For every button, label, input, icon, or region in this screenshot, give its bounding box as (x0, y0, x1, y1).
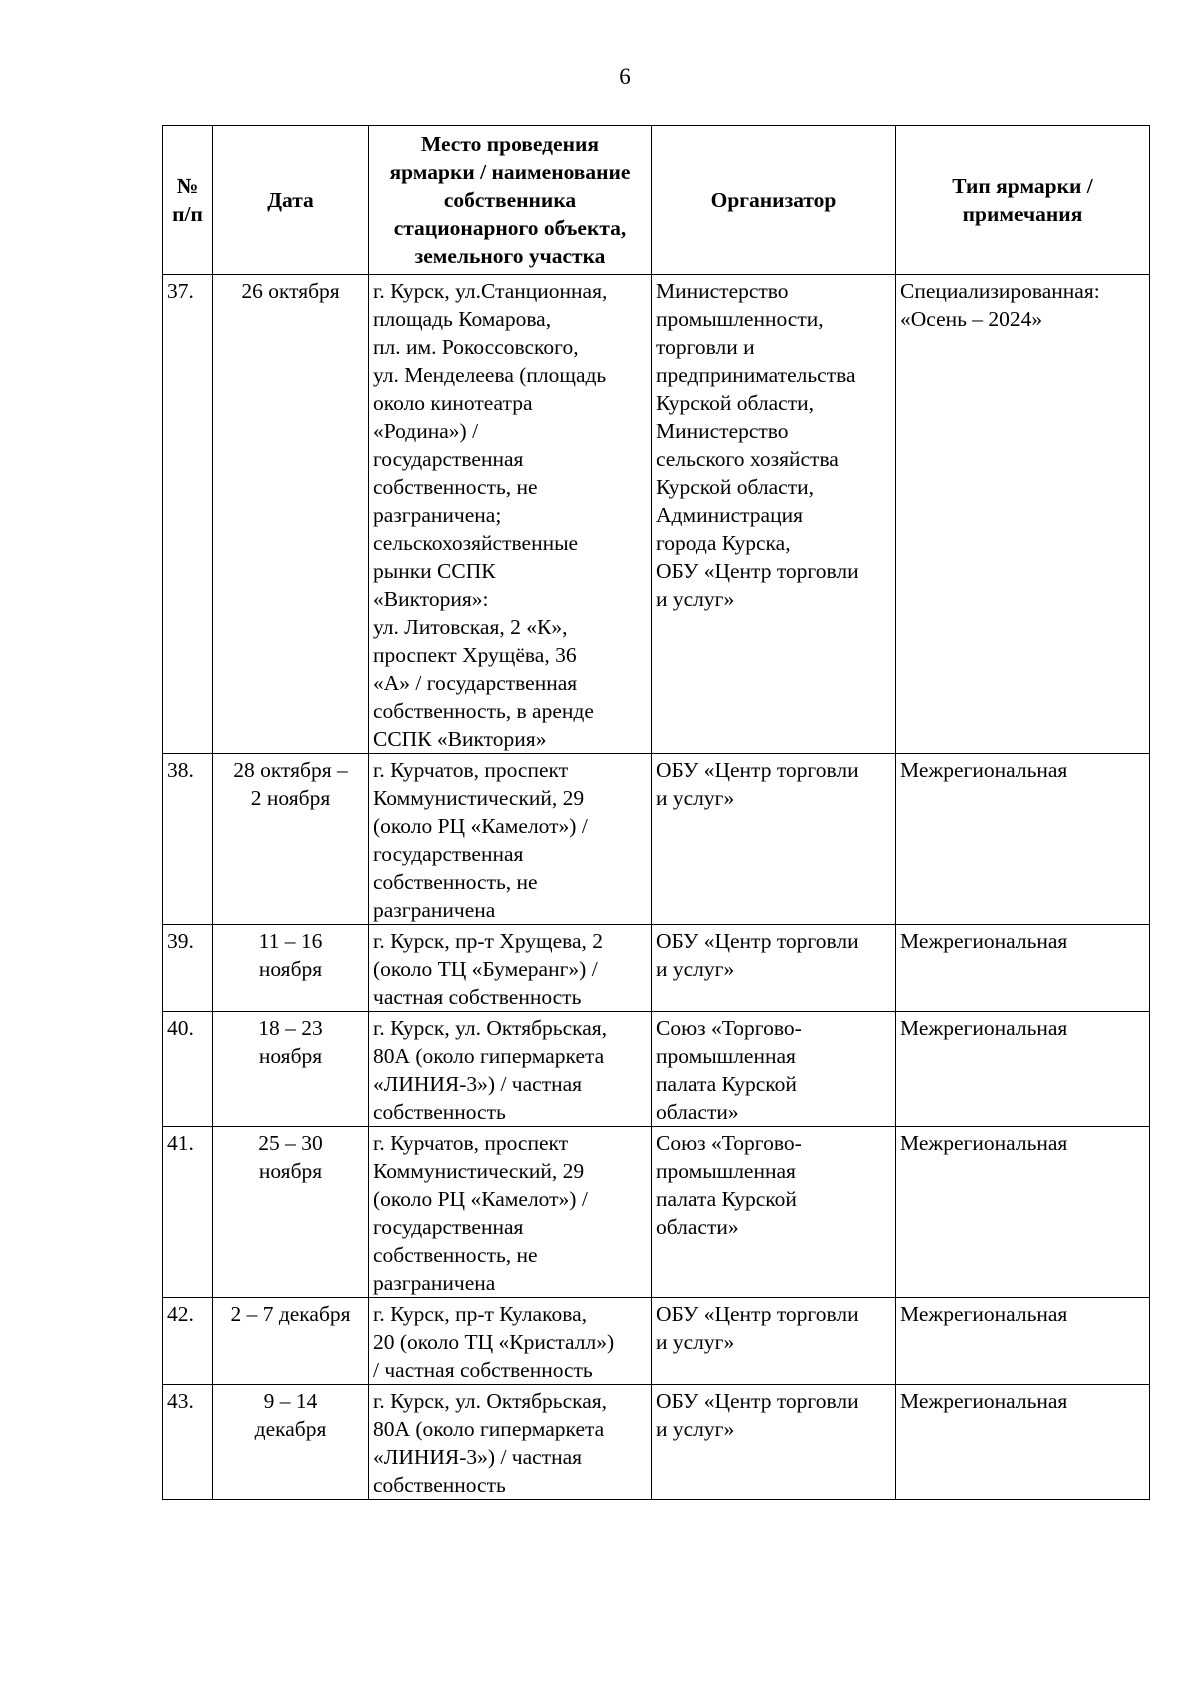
header-date: Дата (213, 126, 369, 275)
row-organizer: ОБУ «Центр торговли и услуг» (652, 1298, 896, 1385)
row-organizer: ОБУ «Центр торговли и услуг» (652, 754, 896, 925)
row-organizer: ОБУ «Центр торговли и услуг» (652, 925, 896, 1012)
row-place: г. Курск, пр-т Хрущева, 2 (около ТЦ «Бумеранг») / частная собственность (369, 925, 652, 1012)
row-number: 43. (163, 1385, 213, 1500)
row-date: 9 – 14 декабря (213, 1385, 369, 1500)
fair-schedule-table (162, 125, 1150, 1500)
row-number: 40. (163, 1012, 213, 1127)
table-header (163, 126, 1150, 275)
row-type: Специализированная: «Осень – 2024» (896, 275, 1150, 754)
row-number: 38. (163, 754, 213, 925)
row-type: Межрегиональная (896, 754, 1150, 925)
row-place: г. Курск, пр-т Кулакова, 20 (около ТЦ «Кристалл») / частная собственность (369, 1298, 652, 1385)
table-row (163, 754, 1150, 925)
row-number: 39. (163, 925, 213, 1012)
page-number: 6 (619, 64, 631, 89)
row-organizer: Министерство промышленности, торговли и предпринимательства Курской области, Министерство сельского хозяйства Курской области, Администрация города Курска, ОБУ «Центр торговли и услуг» (652, 275, 896, 754)
table-row (163, 925, 1150, 1012)
table-row (163, 1298, 1150, 1385)
row-type: Межрегиональная (896, 1298, 1150, 1385)
table-row (163, 275, 1150, 754)
table-body (163, 275, 1150, 1500)
row-type: Межрегиональная (896, 925, 1150, 1012)
row-place: г. Курск, ул. Октябрьская, 80А (около гипермаркета «ЛИНИЯ-3») / частная собственность (369, 1385, 652, 1500)
row-date: 28 октября – 2 ноября (213, 754, 369, 925)
header-organizer: Организатор (652, 126, 896, 275)
row-organizer: Союз «Торгово- промышленная палата Курской области» (652, 1012, 896, 1127)
row-number: 41. (163, 1127, 213, 1298)
row-date: 18 – 23 ноября (213, 1012, 369, 1127)
header-place: Место проведения ярмарки / наименование собственника стационарного объекта, земельного участка (369, 126, 652, 275)
table-row (163, 1385, 1150, 1500)
row-organizer: Союз «Торгово- промышленная палата Курской области» (652, 1127, 896, 1298)
table-row (163, 1012, 1150, 1127)
row-date: 26 октября (213, 275, 369, 754)
table-row (163, 1127, 1150, 1298)
row-place: г. Курск, ул.Станционная, площадь Комарова, пл. им. Рокоссовского, ул. Менделеева (площадь около кинотеатра «Родина») / государственная собственность, не разграничена; сельскохозяйственные рынки ССПК «Виктория»: ул. Литовская, 2 «К», проспект Хрущёва, 36 «А» / государственная собственность, в аренде ССПК «Виктория» (369, 275, 652, 754)
row-type: Межрегиональная (896, 1127, 1150, 1298)
header-number: № п/п (163, 126, 213, 275)
row-type: Межрегиональная (896, 1385, 1150, 1500)
row-organizer: ОБУ «Центр торговли и услуг» (652, 1385, 896, 1500)
row-date: 2 – 7 декабря (213, 1298, 369, 1385)
row-place: г. Курчатов, проспект Коммунистический, 29 (около РЦ «Камелот») / государственная собственность, не разграничена (369, 1127, 652, 1298)
header-row (163, 126, 1150, 275)
row-type: Межрегиональная (896, 1012, 1150, 1127)
row-date: 25 – 30 ноября (213, 1127, 369, 1298)
row-number: 42. (163, 1298, 213, 1385)
row-place: г. Курск, ул. Октябрьская, 80А (около гипермаркета «ЛИНИЯ-3») / частная собственность (369, 1012, 652, 1127)
row-date: 11 – 16 ноября (213, 925, 369, 1012)
row-place: г. Курчатов, проспект Коммунистический, 29 (около РЦ «Камелот») / государственная собственность, не разграничена (369, 754, 652, 925)
row-number: 37. (163, 275, 213, 754)
header-type: Тип ярмарки / примечания (896, 126, 1150, 275)
